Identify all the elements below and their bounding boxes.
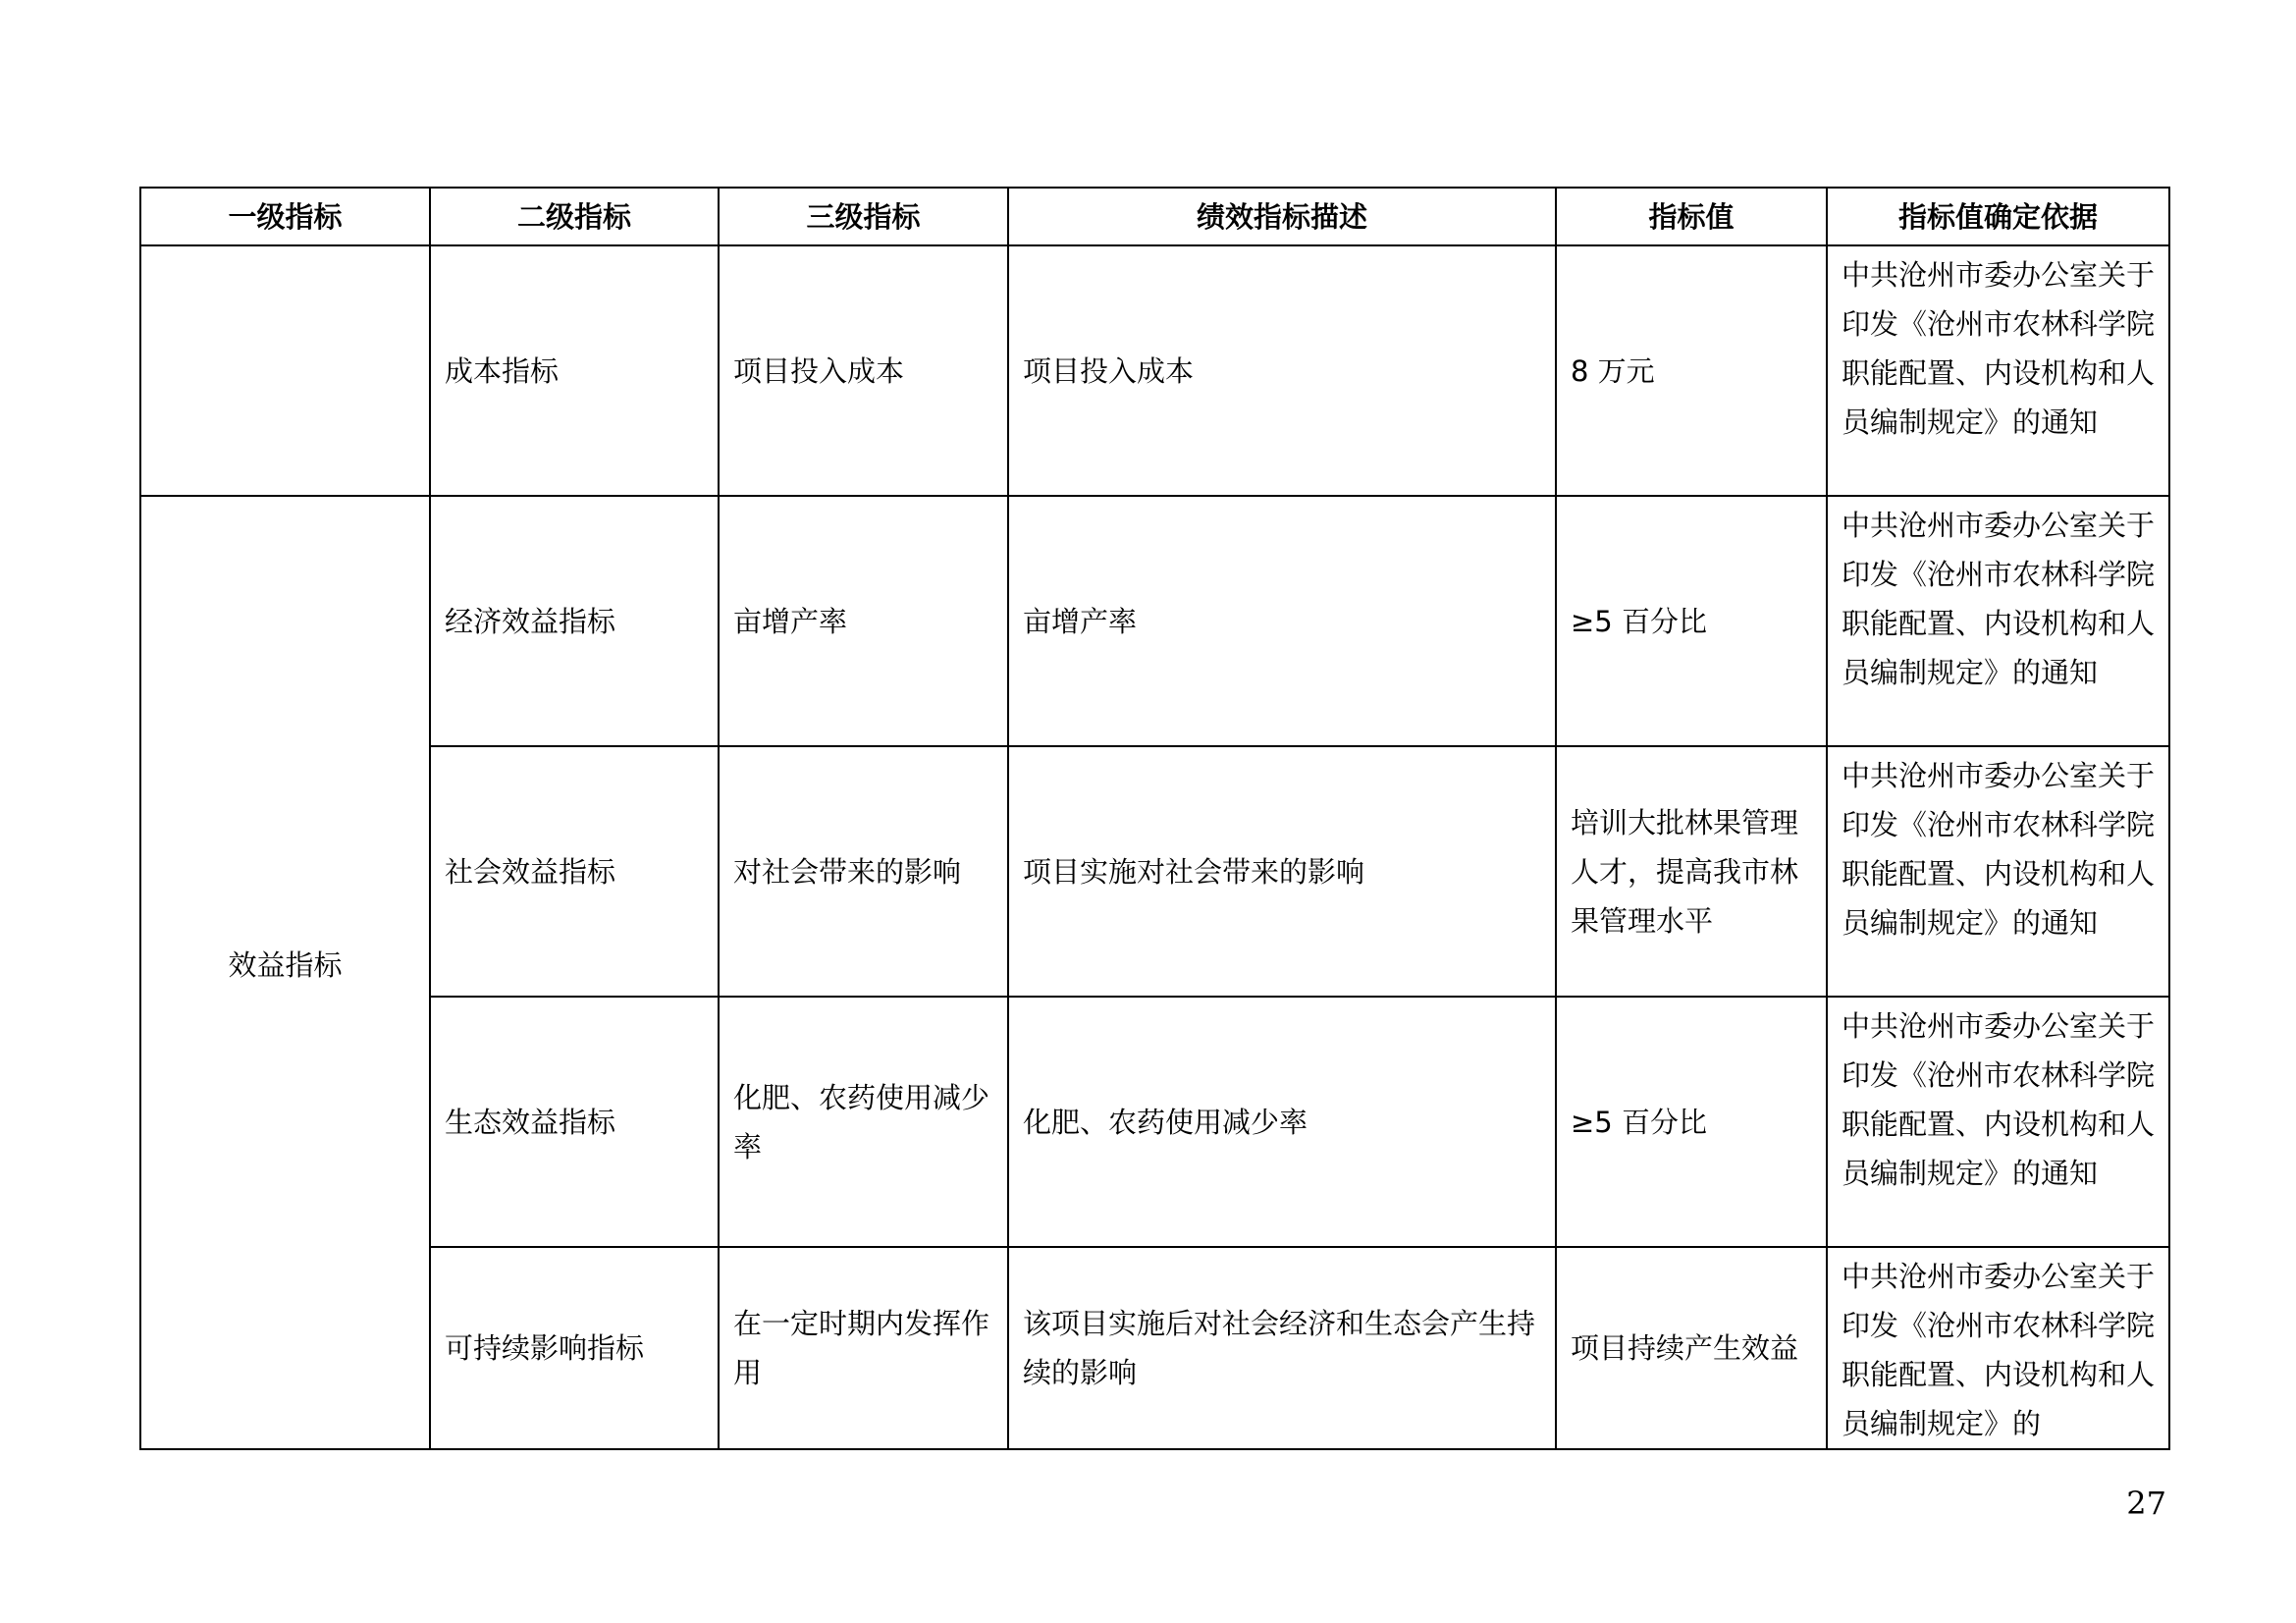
level3-cell: 对社会带来的影响 [719,746,1008,997]
table-header-row [140,188,2169,245]
level3-cell: 项目投入成本 [719,245,1008,496]
page-number: 27 [2126,1485,2166,1522]
level2-cell: 生态效益指标 [430,997,719,1247]
value-cell: 项目持续产生效益 [1556,1247,1827,1449]
basis-cell: 中共沧州市委办公室关于印发《沧州市农林科学院职能配置、内设机构和人员编制规定》的通知 [1827,997,2169,1247]
basis-cell: 中共沧州市委办公室关于印发《沧州市农林科学院职能配置、内设机构和人员编制规定》的通知 [1827,496,2169,746]
value-cell: ≥5 百分比 [1556,496,1827,746]
level1-cell-benefit: 效益指标 [140,496,430,1449]
description-cell: 亩增产率 [1008,496,1556,746]
description-cell: 项目投入成本 [1008,245,1556,496]
header-description: 绩效指标描述 [1008,188,1556,245]
level3-cell: 亩增产率 [719,496,1008,746]
basis-cell: 中共沧州市委办公室关于印发《沧州市农林科学院职能配置、内设机构和人员编制规定》的通知 [1827,746,2169,997]
basis-cell: 中共沧州市委办公室关于印发《沧州市农林科学院职能配置、内设机构和人员编制规定》的 [1827,1247,2169,1449]
table-row [140,496,2169,746]
value-cell: 8 万元 [1556,245,1827,496]
header-level1: 一级指标 [140,188,430,245]
table-row [140,746,2169,997]
table-row [140,245,2169,496]
basis-cell: 中共沧州市委办公室关于印发《沧州市农林科学院职能配置、内设机构和人员编制规定》的通知 [1827,245,2169,496]
header-value: 指标值 [1556,188,1827,245]
description-cell: 项目实施对社会带来的影响 [1008,746,1556,997]
level2-cell: 成本指标 [430,245,719,496]
level2-cell: 经济效益指标 [430,496,719,746]
level3-cell: 在一定时期内发挥作用 [719,1247,1008,1449]
header-basis: 指标值确定依据 [1827,188,2169,245]
value-cell: 培训大批林果管理人才，提高我市林果管理水平 [1556,746,1827,997]
value-cell: ≥5 百分比 [1556,997,1827,1247]
performance-indicator-table [139,187,2170,1450]
description-cell: 该项目实施后对社会经济和生态会产生持续的影响 [1008,1247,1556,1449]
header-level3: 三级指标 [719,188,1008,245]
description-cell: 化肥、农药使用减少率 [1008,997,1556,1247]
level1-cell-empty [140,245,430,496]
table-row [140,1247,2169,1449]
header-level2: 二级指标 [430,188,719,245]
level2-cell: 可持续影响指标 [430,1247,719,1449]
level2-cell: 社会效益指标 [430,746,719,997]
level3-cell: 化肥、农药使用减少率 [719,997,1008,1247]
table-row [140,997,2169,1247]
